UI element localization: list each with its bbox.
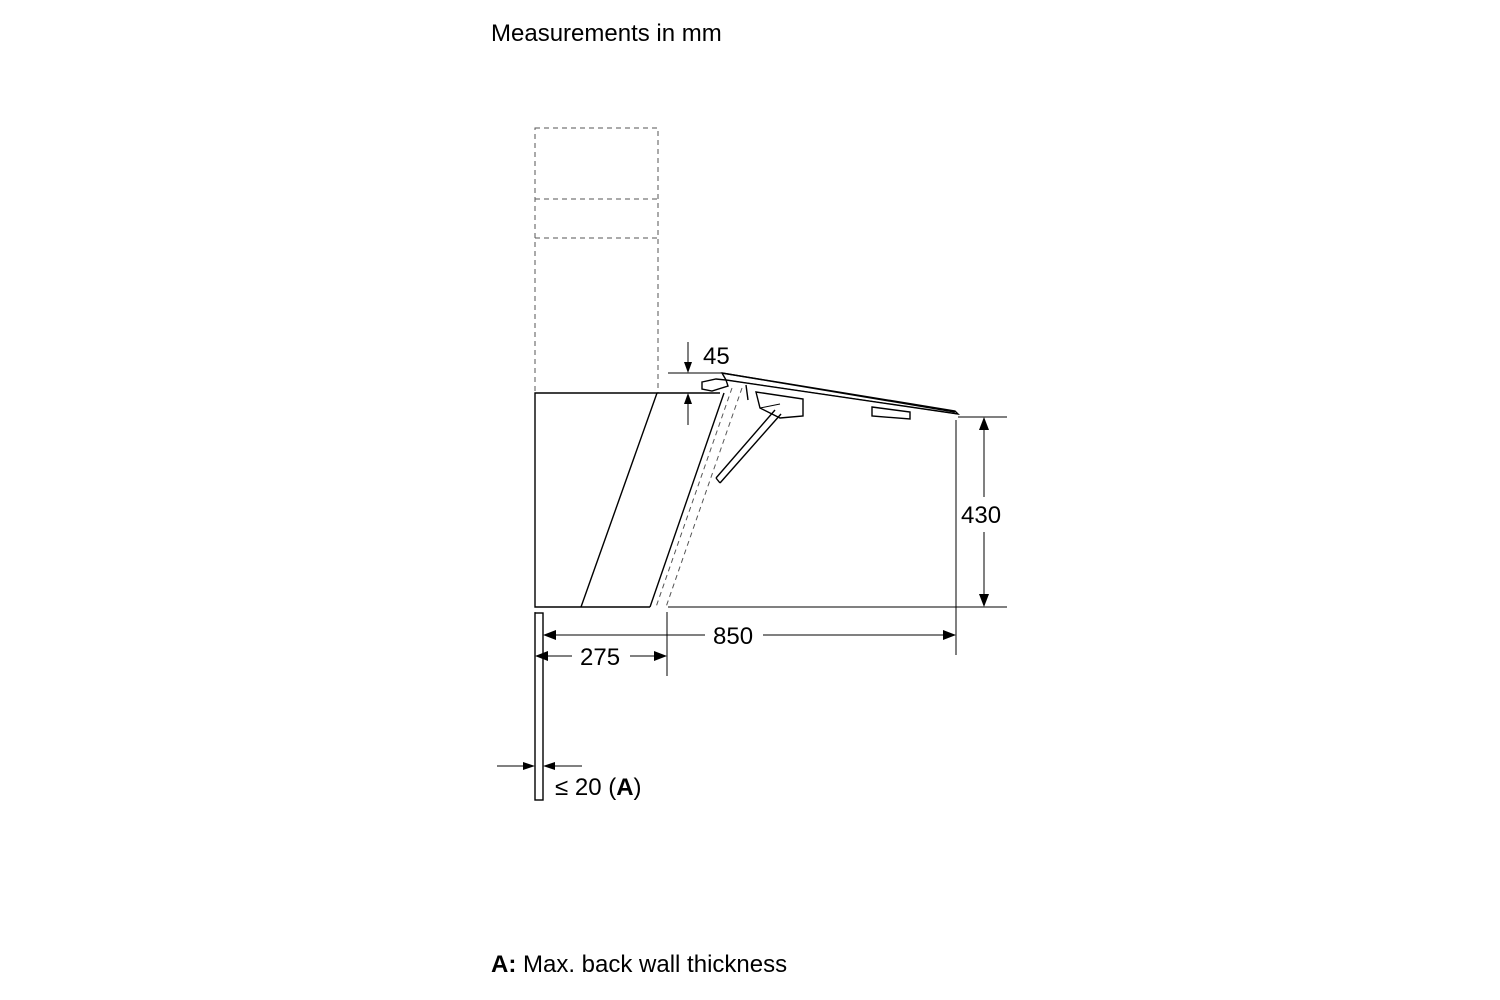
dimension-275-label: 275 bbox=[580, 644, 621, 671]
chimney-extension-outline bbox=[535, 128, 658, 393]
legend-text: Max. back wall thickness bbox=[516, 951, 788, 978]
heading: Measurements in mm bbox=[491, 20, 722, 47]
legend-note bbox=[491, 951, 787, 979]
dimension-850-label: 850 bbox=[713, 623, 754, 650]
legend-key: A: bbox=[491, 951, 517, 978]
dimension-275 bbox=[535, 644, 667, 671]
glass-panel-open bbox=[702, 373, 958, 483]
glass-panel-closed-outline bbox=[656, 388, 742, 607]
hood-body bbox=[535, 393, 724, 607]
dimension-wall-thickness bbox=[497, 762, 642, 801]
dimension-45-label: 45 bbox=[703, 343, 730, 370]
back-wall bbox=[535, 613, 543, 800]
wall-thickness-label: ≤ 20 (A) bbox=[555, 774, 642, 801]
dimension-45 bbox=[684, 342, 730, 425]
dimension-430-label: 430 bbox=[961, 502, 1002, 529]
extension-lines bbox=[535, 373, 1007, 676]
dimension-430 bbox=[961, 417, 1001, 607]
